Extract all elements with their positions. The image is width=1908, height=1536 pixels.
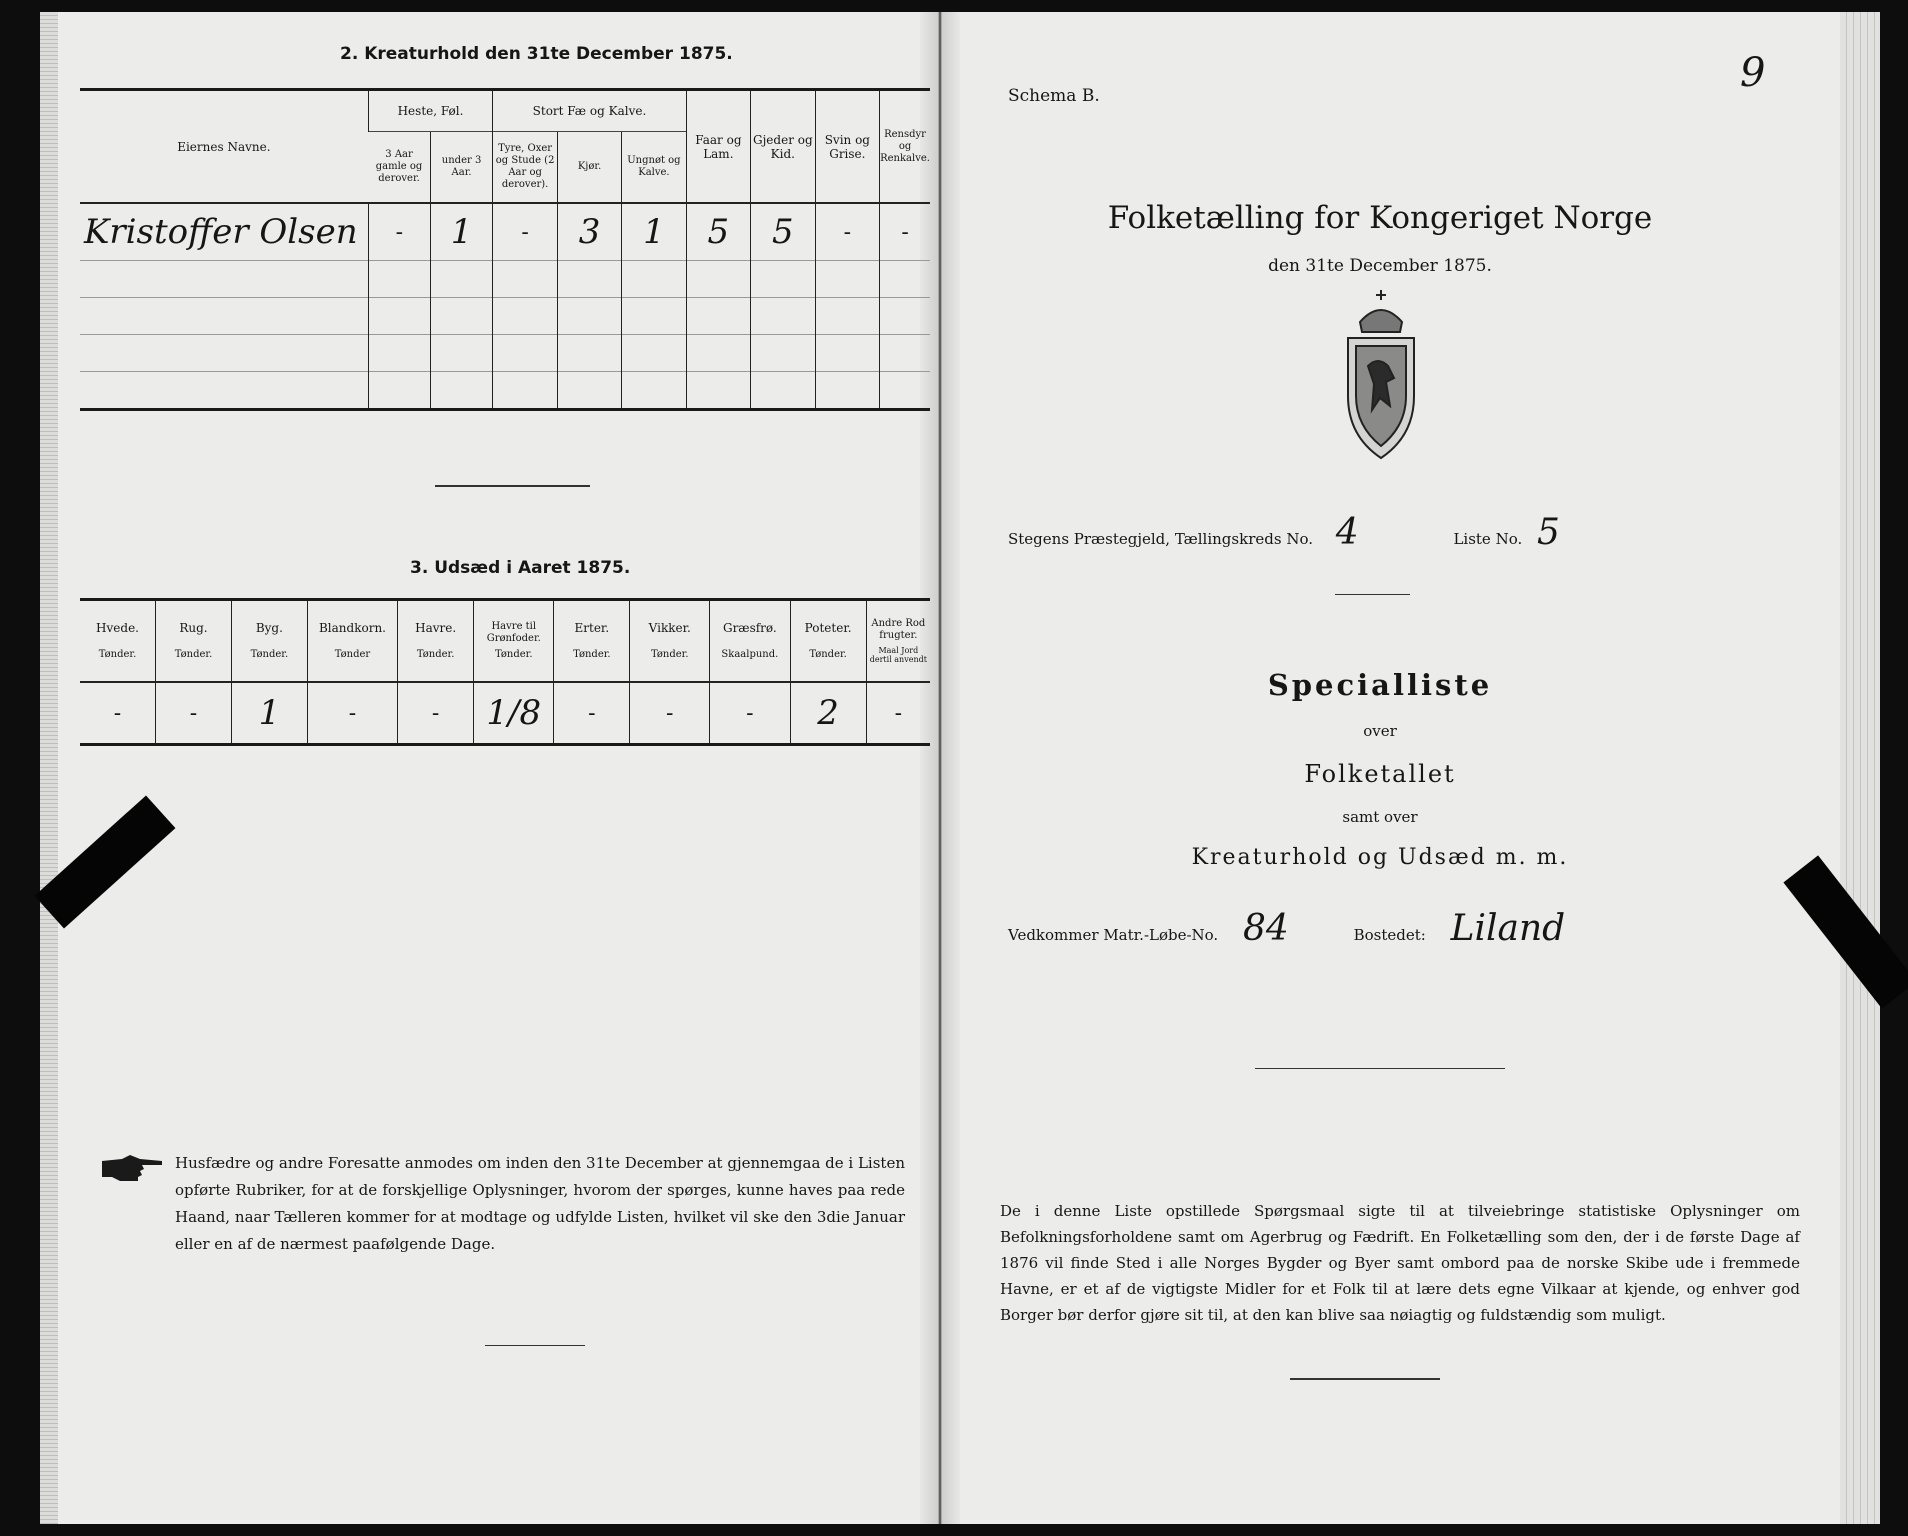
section2-title: 2. Kreaturhold den 31te December 1875. xyxy=(340,44,733,64)
cell-heste-young: 1 xyxy=(430,203,492,261)
header-blandkorn: Blandkorn. Tønder xyxy=(307,600,397,683)
header-byg: Byg. Tønder. xyxy=(231,600,307,683)
cell-svin: - xyxy=(815,203,879,261)
samt-over-label: samt over xyxy=(1342,808,1418,826)
district-number: 4 xyxy=(1335,512,1359,553)
header-owner: Eiernes Navne. xyxy=(80,90,368,204)
header-vikker: Vikker. Tønder. xyxy=(630,600,710,683)
header-rug: Rug. Tønder. xyxy=(156,600,232,683)
header-faar: Faar og Lam. xyxy=(686,90,750,204)
header-heste: Heste, Føl. xyxy=(368,90,493,132)
header-stort: Stort Fæ og Kalve. xyxy=(493,90,686,132)
header-heste-sub1: 3 Aar gamle og derover. xyxy=(368,132,430,204)
separator-line-right-3 xyxy=(1290,1378,1440,1380)
notice-text: Husfædre og andre Foresatte anmodes om inden den 31te December at gjennemgaa de i Listen opførte Rubriker, for at de forskjellige Oplysninger, hvorom der spørges, kunne haves paa rede Haand, naar Tælleren kommer for at modtage og udfylde Listen, hvilket vil ske den 3die Januar eller en af de nærmest paafølgende Dage. xyxy=(175,1154,905,1253)
cell-gjeder: 5 xyxy=(751,203,816,261)
right-page-edge xyxy=(1840,12,1880,1524)
explanatory-text: De i denne Liste opstillede Spørgsmaal sigte til at tilveiebringe statistiske Oplysninger om Befolkningsforholdene samt om Agerbrug og Fædrift. En Folketælling som den, der i de første Dage af 1876 vil finde Sted i alle Norges Bygder og Byer samt ombord paa de norske Skibe ude i fremmede Havne, er et af de vigtigste Midler for et Folk til at lære dets egne Vilkaar at kjende, og enhver god Borger bør derfor gjøre sit til, at den kan blive saa nøiagtig og fuldstændig som muligt. xyxy=(1000,1202,1800,1324)
header-hvede: Hvede. Tønder. xyxy=(80,600,156,683)
pointing-hand-icon xyxy=(100,1153,164,1183)
cell-vikker: - xyxy=(630,682,710,745)
cell-andre-rodfrugter: - xyxy=(866,682,930,745)
separator-line xyxy=(435,485,590,487)
header-svin: Svin og Grise. xyxy=(815,90,879,204)
header-havre-gronfoder: Havre til Grønfoder. Tønder. xyxy=(474,600,554,683)
header-graesfro: Græsfrø. Skaalpund. xyxy=(710,600,790,683)
header-stort-sub1: Tyre, Oxer og Stude (2 Aar og derover). xyxy=(493,132,558,204)
cell-havre-gronfoder: 1/8 xyxy=(474,682,554,745)
header-erter: Erter. Tønder. xyxy=(554,600,630,683)
owner-name: Kristoffer Olsen xyxy=(80,203,368,261)
header-gjeder: Gjeder og Kid. xyxy=(751,90,816,204)
cell-graesfro: - xyxy=(710,682,790,745)
specialliste-title: Specialliste xyxy=(1267,668,1493,702)
section3-title: 3. Udsæd i Aaret 1875. xyxy=(410,558,631,578)
cell-faar: 5 xyxy=(686,203,750,261)
table-row xyxy=(80,203,930,261)
schema-label: Schema B. xyxy=(1008,86,1100,106)
matr-line xyxy=(1008,908,1565,949)
cell-hvede: - xyxy=(80,682,156,745)
main-title: Folketælling for Kongeriget Norge xyxy=(1107,200,1653,236)
separator-line-bottom xyxy=(485,1345,585,1346)
table-row xyxy=(80,682,930,745)
header-andre-rodfrugter: Andre Rod frugter. Maal Jord dertil anvendt xyxy=(866,600,930,683)
seed-table xyxy=(80,598,930,746)
cell-erter: - xyxy=(554,682,630,745)
list-label: Liste No. xyxy=(1453,530,1523,548)
over-label: over xyxy=(1363,722,1397,740)
cell-rensdyr: - xyxy=(880,203,930,261)
left-page-edge xyxy=(40,12,58,1524)
cell-tyre: - xyxy=(493,203,558,261)
livestock-table xyxy=(80,88,930,411)
header-havre: Havre. Tønder. xyxy=(398,600,474,683)
cell-ungnot: 1 xyxy=(622,203,687,261)
kreaturhold-label: Kreaturhold og Udsæd m. m. xyxy=(1191,845,1569,870)
cell-kjor: 3 xyxy=(557,203,621,261)
cell-rug: - xyxy=(156,682,232,745)
cell-byg: 1 xyxy=(231,682,307,745)
separator-line-right xyxy=(1335,594,1410,595)
header-stort-sub2: Kjør. xyxy=(557,132,621,204)
district-label: Stegens Præstegjeld, Tællingskreds No. xyxy=(1008,530,1313,548)
cell-poteter: 2 xyxy=(790,682,866,745)
list-number: 5 xyxy=(1537,512,1560,553)
census-date: den 31te December 1875. xyxy=(1268,256,1492,276)
separator-line-right-2 xyxy=(1255,1068,1505,1069)
matr-label: Vedkommer Matr.-Løbe-No. xyxy=(1008,926,1219,944)
cell-heste-old: - xyxy=(368,203,430,261)
matr-number: 84 xyxy=(1243,908,1289,949)
bosted-value: Liland xyxy=(1450,908,1566,949)
page-number: 9 xyxy=(1740,50,1766,96)
cell-blandkorn: - xyxy=(307,682,397,745)
header-heste-sub2: under 3 Aar. xyxy=(430,132,492,204)
header-rensdyr: Rensdyr og Renkalve. xyxy=(880,90,930,204)
coat-of-arms-icon xyxy=(1338,286,1424,462)
header-poteter: Poteter. Tønder. xyxy=(790,600,866,683)
district-line xyxy=(1008,512,1560,553)
folketallet-label: Folketallet xyxy=(1304,760,1456,788)
bosted-label: Bostedet: xyxy=(1353,926,1426,944)
cell-havre: - xyxy=(398,682,474,745)
header-stort-sub3: Ungnøt og Kalve. xyxy=(622,132,687,204)
